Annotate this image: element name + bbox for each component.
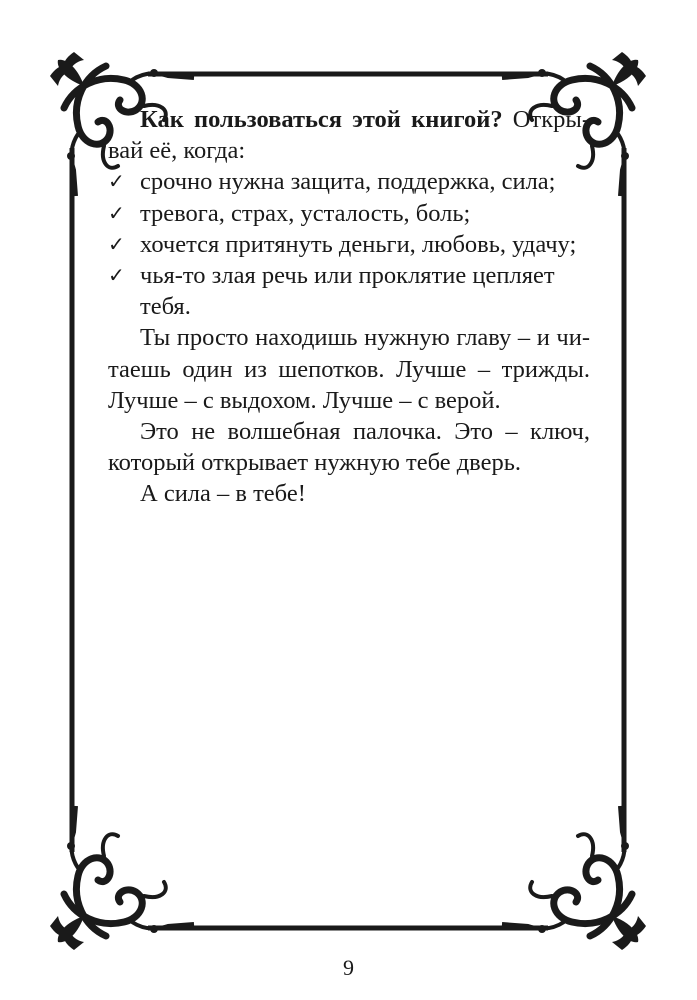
checkmark-icon: ✓ bbox=[108, 169, 125, 194]
intro-paragraph bbox=[108, 104, 590, 166]
checkmark-icon: ✓ bbox=[108, 200, 125, 225]
list-item: ✓ срочно нужна защита, поддержка, сила; bbox=[108, 166, 590, 197]
intro-question: Как пользоваться этой книгой? bbox=[140, 106, 503, 133]
closing-line: А сила – в тебе! bbox=[140, 480, 306, 508]
list-item: ✓ хочется притянуть деньги, любовь, удачу; bbox=[108, 229, 590, 260]
page-number: 9 bbox=[343, 955, 354, 980]
checkmark-icon: ✓ bbox=[108, 231, 125, 256]
checkmark-icon: ✓ bbox=[108, 263, 125, 288]
body-paragraph: Это не волшебная палочка. Это – ключ, который открывает нужную тебе дверь. bbox=[108, 418, 590, 477]
body-paragraph: Ты просто находишь нужную главу – и чи-таешь один из шепотков. Лучше – трижды. Лучше – с выдохом. Лучше – с верой. bbox=[108, 324, 590, 414]
intro-continuation: Откры-вай её, когда: bbox=[108, 106, 590, 165]
checklist bbox=[108, 166, 590, 322]
page-text bbox=[108, 104, 590, 510]
list-item: ✓ тревога, страх, усталость, боль; bbox=[108, 198, 590, 229]
list-item: ✓ чья-то злая речь или проклятие цепляет тебя. bbox=[108, 262, 555, 321]
